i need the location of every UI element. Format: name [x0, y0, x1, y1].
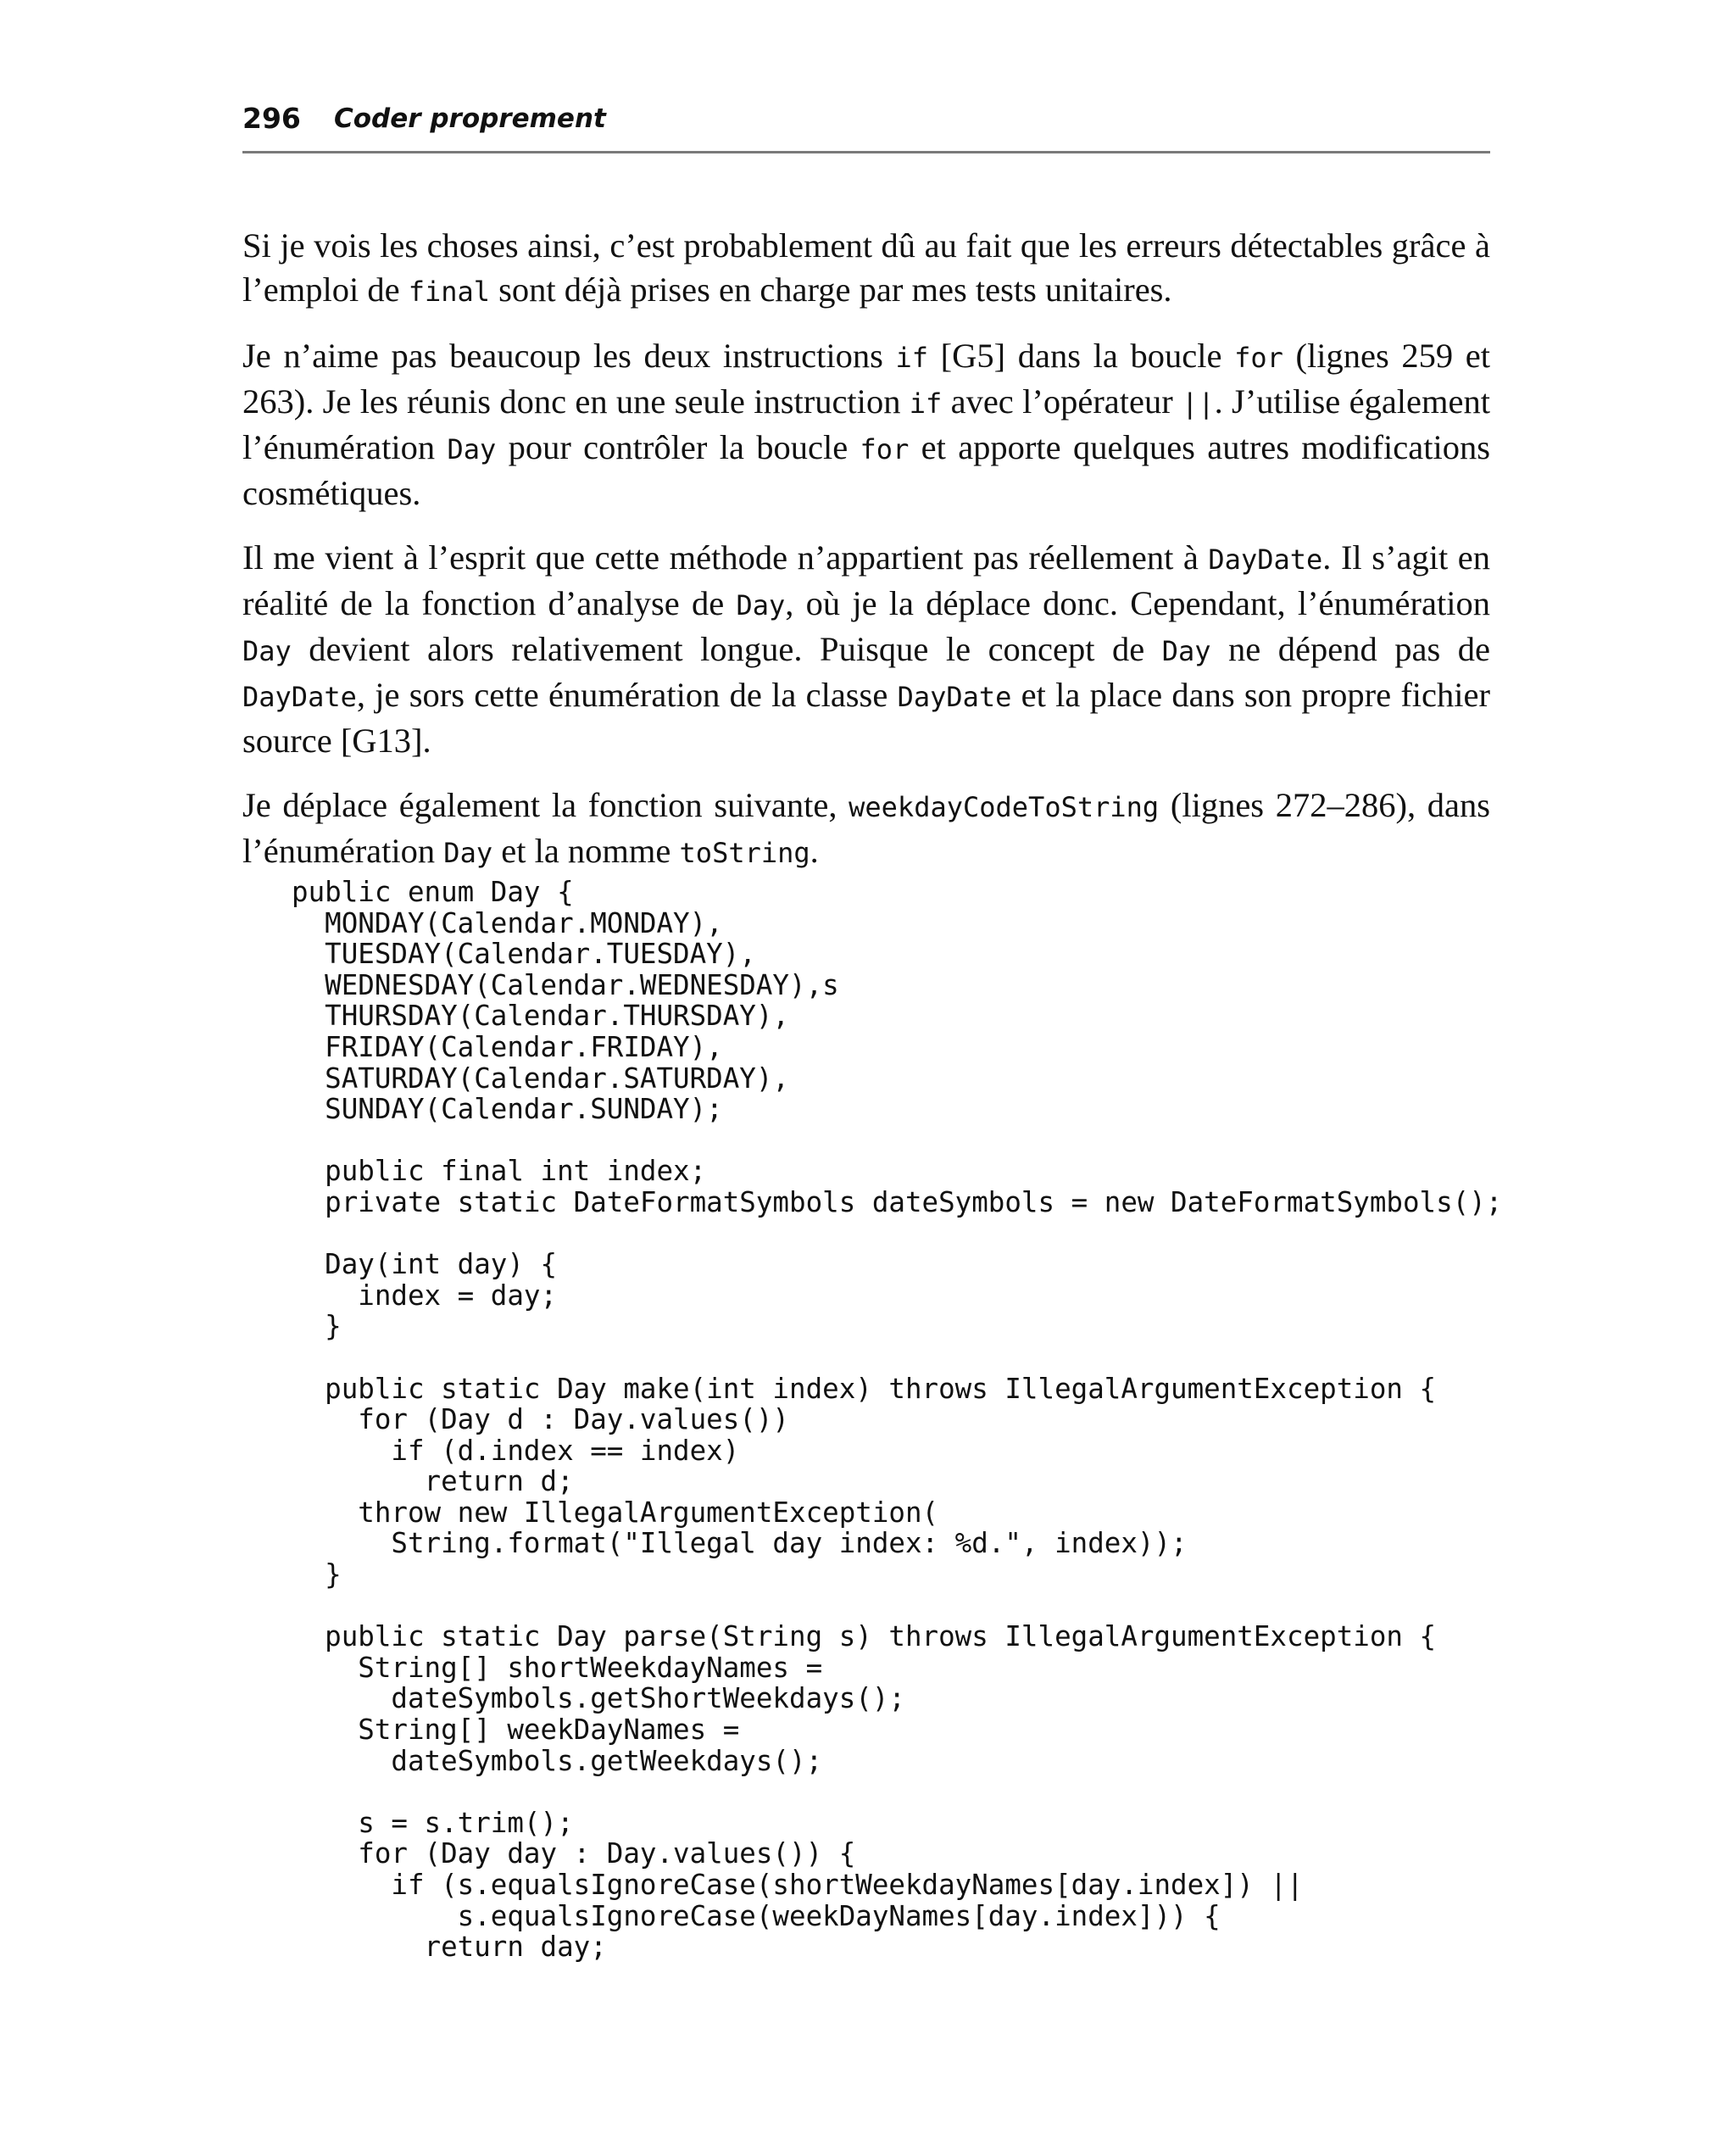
inline-code: toString [679, 837, 810, 869]
code-line: String.format("Illegal day index: %d.", index)); [292, 1527, 1188, 1560]
code-line: String[] shortWeekdayNames = [292, 1651, 823, 1684]
text-run: . J’utilise également l’énumération [242, 382, 1490, 466]
page-number: 296 [242, 102, 301, 135]
inline-code: final [408, 276, 491, 308]
inline-code: if [895, 342, 929, 374]
inline-code: if [909, 387, 943, 420]
code-line: String[] weekDayNames = [292, 1714, 740, 1747]
text-run: Je n’aime pas beaucoup les deux instructions [242, 337, 896, 375]
code-line: SUNDAY(Calendar.SUNDAY); [292, 1093, 723, 1126]
code-line: public enum Day { [292, 876, 574, 908]
body-paragraph [242, 224, 1490, 314]
inline-code: for [1234, 342, 1283, 374]
code-line: MONDAY(Calendar.MONDAY), [292, 906, 723, 939]
code-line: for (Day day : Day.values()) { [292, 1837, 856, 1870]
inline-code: DayDate [1208, 543, 1323, 576]
inline-code: Day [447, 433, 497, 465]
text-run: et apporte quelques autres modifications cosmétiques. [242, 428, 1491, 512]
text-run: [G5] dans la boucle [928, 337, 1235, 375]
code-line: s = s.trim(); [292, 1806, 574, 1839]
text-run: . Il s’agit en réalité de la fonction d’analyse de [242, 538, 1490, 622]
code-line: public final int index; [292, 1155, 707, 1188]
code-line: WEDNESDAY(Calendar.WEDNESDAY),s [292, 968, 839, 1001]
text-run: , où je la déplace donc. Cependant, l’énumération [785, 584, 1490, 622]
code-line: return day; [292, 1931, 607, 1964]
code-line: if (s.equalsIgnoreCase(shortWeekdayNames[day.index]) || [292, 1869, 1304, 1901]
body-text [242, 224, 1490, 895]
inline-code: weekdayCodeToString [849, 791, 1160, 823]
running-title: Coder proprement [334, 103, 606, 134]
inline-code: Day [242, 635, 292, 667]
code-line: TUESDAY(Calendar.TUESDAY), [292, 938, 756, 971]
text-run: devient alors relativement longue. Puisque le concept de [291, 630, 1162, 668]
text-run: Si je vois les choses ainsi, c’est probablement dû au fait que les erreurs détectables grâce à l’emploi de [242, 226, 1490, 309]
code-line: dateSymbols.getWeekdays(); [292, 1744, 823, 1777]
text-run: avec l’opérateur [942, 382, 1182, 421]
body-paragraph [242, 536, 1490, 763]
text-run: , je sors cette énumération de la classe [356, 676, 898, 714]
text-run: sont déjà prises en charge par mes tests unitaires. [490, 270, 1172, 309]
code-line: s.equalsIgnoreCase(weekDayNames[day.index])) { [292, 1899, 1221, 1932]
code-line: private static DateFormatSymbols dateSymbols = new DateFormatSymbols(); [292, 1185, 1503, 1218]
text-run: Il me vient à l’esprit que cette méthode n’appartient pas réellement à [242, 538, 1209, 577]
inline-code: || [1182, 387, 1215, 420]
inline-code: Day [443, 837, 493, 869]
text-run: pour contrôler la boucle [496, 428, 860, 466]
code-line: THURSDAY(Calendar.THURSDAY), [292, 1000, 789, 1033]
code-line: dateSymbols.getShortWeekdays(); [292, 1682, 905, 1715]
body-paragraph [242, 783, 1490, 875]
inline-code: Day [736, 589, 786, 621]
page-header [242, 100, 1490, 153]
text-run: . [810, 832, 819, 870]
text-run: et la nomme [492, 832, 680, 870]
code-line: } [292, 1310, 342, 1343]
text-run: ne dépend pas de [1210, 630, 1490, 668]
inline-code: DayDate [242, 681, 357, 713]
code-line: SATURDAY(Calendar.SATURDAY), [292, 1062, 789, 1095]
text-run: Je déplace également la fonction suivante, [242, 786, 849, 824]
code-line: index = day; [292, 1279, 558, 1312]
code-line: public static Day make(int index) throws IllegalArgumentException { [292, 1372, 1437, 1405]
text-run: (lignes 272–286), dans l’énumération [242, 786, 1491, 870]
body-paragraph [242, 334, 1490, 515]
code-line: if (d.index == index) [292, 1434, 740, 1467]
inline-code: Day [1161, 635, 1211, 667]
code-line: throw new IllegalArgumentException( [292, 1496, 939, 1529]
code-line: Day(int day) { [292, 1248, 558, 1281]
text-run: (lignes 259 et 263). Je les réunis donc en une seule instruction [242, 337, 1490, 421]
inline-code: for [860, 433, 910, 465]
code-line: } [292, 1558, 342, 1591]
code-listing [292, 877, 1502, 1963]
code-line: FRIDAY(Calendar.FRIDAY), [292, 1030, 723, 1063]
code-line: return d; [292, 1465, 574, 1498]
inline-code: DayDate [897, 681, 1012, 713]
text-run: et la place dans son propre fichier source [G13]. [242, 676, 1491, 760]
code-line: for (Day d : Day.values()) [292, 1403, 789, 1436]
code-line: public static Day parse(String s) throws IllegalArgumentException { [292, 1620, 1437, 1653]
